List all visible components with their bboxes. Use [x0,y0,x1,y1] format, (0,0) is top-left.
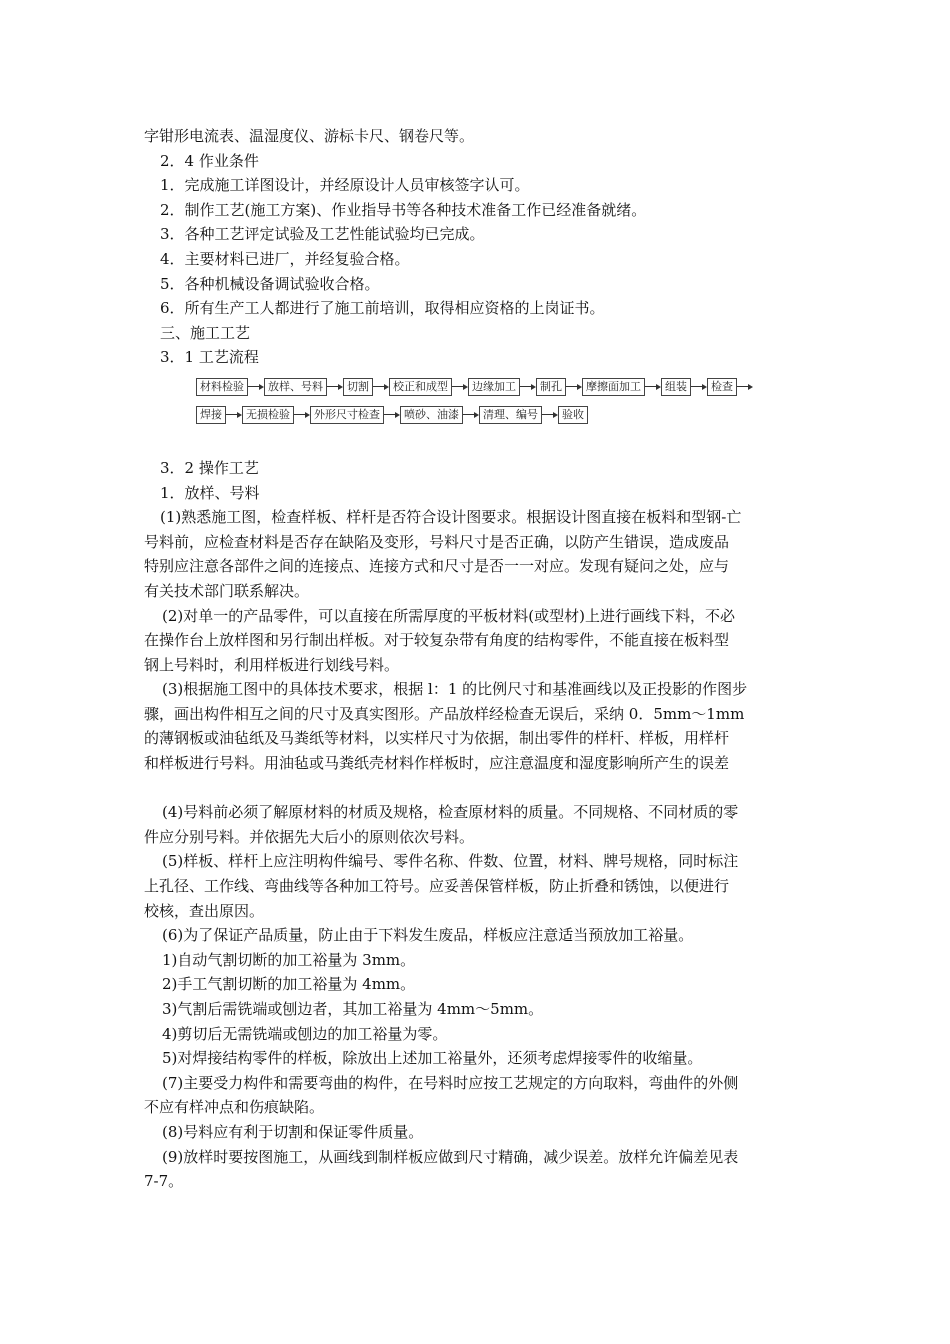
text-line: 字钳形电流表、温湿度仪、游标卡尺、钢卷尺等。 [144,127,475,145]
arrow-right-icon [566,382,582,392]
text-line: 和样板进行号料。用油毡或马粪纸壳材料作样板时，应注意温度和湿度影响所产生的误差 [144,754,730,773]
text-line: (1)熟悉施工图，检查样板、样杆是否符合设计图要求。根据设计图直接在板料和型钢-亡 [160,508,742,527]
text-line: (7)主要受力构件和需要弯曲的构件，在号料时应按工艺规定的方向取料，弯曲件的外侧 [162,1073,739,1092]
arrow-right-icon [645,382,661,392]
flow-step: 检查 [707,378,737,396]
section-heading: 2．4 作业条件 [160,151,259,170]
text-line: 不应有样冲点和伤痕缺陷。 [144,1098,325,1117]
text-line: (5)样板、样杆上应注明构件编号、零件名称、件数、位置，材料、牌号规格，同时标注 [162,852,739,871]
text-line: 校核，查出原因。 [144,901,265,920]
text-line: 上孔径、工作线、弯曲线等各种加工符号。应妥善保管样板，防止折叠和锈蚀，以便进行 [144,877,730,896]
flow-row-1 [196,378,753,396]
text-line: 特别应注意各部件之间的连接点、连接方式和尺寸是否一一对应。发现有疑问之处，应与 [144,557,730,576]
text-line: 件应分别号料。并依据先大后小的原则依次号料。 [144,827,475,846]
text-line: 7-7。 [144,1172,184,1191]
arrow-right-icon [691,382,707,392]
section-heading: 3．1 工艺流程 [160,348,259,367]
text-line: (4)号料前必须了解原材料的材质及规格，检查原材料的质量。不同规格、不同材质的零 [162,803,739,822]
blank-line [144,776,812,801]
flow-step: 喷砂、油漆 [400,406,463,424]
flow-step: 无损检验 [242,406,294,424]
text-line: 4)剪切后无需铣端或刨边的加工裕量为零。 [162,1024,448,1043]
text-line: (3)根据施工图中的具体技术要求，根据 l：1 的比例尺寸和基准画线以及正投影的作图步 [162,680,748,699]
text-line: 2．制作工艺(施工方案)、作业指导书等各种技术准备工作已经准备就绪。 [160,200,647,219]
arrow-right-icon [294,410,310,420]
flow-step: 校正和成型 [389,378,452,396]
section-heading: 3．2 操作工艺 [160,458,259,477]
flow-step: 摩擦面加工 [582,378,645,396]
flow-step: 焊接 [196,406,226,424]
text-line: 的薄钢板或油毡纸及马粪纸等材料，以实样尺寸为依据，制出零件的样杆、样板，用样杆 [144,729,730,748]
arrow-right-icon [248,382,264,392]
arrow-right-icon [384,410,400,420]
flow-row-2 [196,406,588,424]
text-line: 在操作台上放样图和另行制出样板。对于较复杂带有角度的结构零件，不能直接在板料型 [144,631,730,650]
text-line: 5．各种机械设备调试验收合格。 [160,274,380,293]
arrow-right-icon [452,382,468,392]
document-page [144,124,812,1194]
section-heading: 1．放样、号料 [160,483,260,502]
arrow-right-icon [737,382,753,392]
arrow-right-icon [542,410,558,420]
text-line: 钢上号料时，利用样板进行划线号料。 [144,655,400,674]
process-flow-diagram [144,372,812,436]
text-line: (6)为了保证产品质量，防止由于下料发生废品，样板应注意适当预放加工裕量。 [162,926,694,945]
text-line: 号料前，应检查材料是否存在缺陷及变形，号料尺寸是否正确，以防产生错误，造成废品 [144,532,730,551]
text-line: (2)对单一的产品零件，可以直接在所需厚度的平板材料(或型材)上进行画线下料，不必 [162,606,735,625]
text-line: 有关技术部门联系解决。 [144,581,310,600]
arrow-right-icon [373,382,389,392]
arrow-right-icon [520,382,536,392]
text-line: 4．主要材料已进厂，并经复验合格。 [160,249,410,268]
text-line: 2)手工气割切断的加工裕量为 4mm。 [162,975,416,994]
text-line: 3)气割后需铣端或刨边者，其加工裕量为 4mm～5mm。 [162,1000,544,1018]
text-line: 6．所有生产工人都进行了施工前培训，取得相应资格的上岗证书。 [160,299,605,318]
flow-step: 切割 [343,378,373,396]
text-line: 骤，画出构件相互之间的尺寸及真实图形。产品放样经检查无误后，采纳 0．5mm～1mm [144,704,745,723]
flow-step: 材料检验 [196,378,248,396]
flow-step: 清理、编号 [479,406,542,424]
flow-step: 放样、号料 [264,378,327,396]
arrow-right-icon [463,410,479,420]
flow-step: 验收 [558,406,588,424]
flow-step: 组装 [661,378,691,396]
text-line: (9)放样时要按图施工，从画线到制样板应做到尺寸精确，减少误差。放样允许偏差见表 [162,1147,739,1166]
section-heading: 三、施工工艺 [160,323,251,342]
flow-step: 外形尺寸检查 [310,406,384,424]
text-line: 3．各种工艺评定试验及工艺性能试验均已完成。 [160,225,485,244]
text-line: 5)对焊接结构零件的样板，除放出上述加工裕量外，还须考虑焊接零件的收缩量。 [162,1049,703,1068]
text-line: (8)号料应有利于切割和保证零件质量。 [162,1122,424,1141]
flow-step: 制孔 [536,378,566,396]
text-line: 1．完成施工详图设计，并经原设计人员审核签字认可。 [160,176,530,195]
arrow-right-icon [327,382,343,392]
text-line: 1)自动气割切断的加工裕量为 3mm。 [162,950,416,969]
flow-step: 边缘加工 [468,378,520,396]
arrow-right-icon [226,410,242,420]
